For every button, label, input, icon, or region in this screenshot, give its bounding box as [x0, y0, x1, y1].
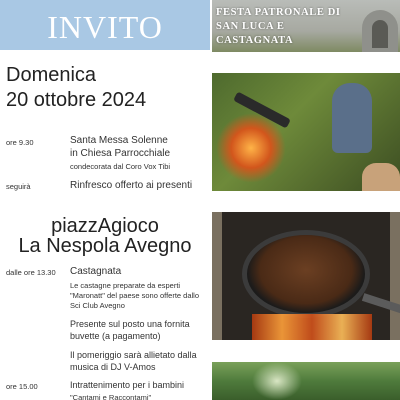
roasting-photo	[212, 73, 400, 191]
castagnata-desc-line-3: Sci Club Avegno	[70, 301, 125, 310]
buvette-line-1: Presente sul posto una fornita	[70, 319, 190, 329]
tree-light-shape	[252, 362, 302, 400]
castagnata-desc-line-2: "Maronatt" del paese sono offerte dallo	[70, 291, 200, 300]
kids-title: Intrattenimento per i bambini	[70, 380, 185, 390]
embers-shape	[252, 314, 372, 340]
festa-caption-line-1: FESTA PATRONALE DI	[216, 7, 341, 18]
mass-choir-note: condecorata dal Coro Vox Tibi	[70, 162, 171, 171]
chestnuts-photo	[212, 212, 400, 340]
festa-caption	[216, 6, 366, 48]
mass-time: ore 9.30	[6, 138, 34, 147]
mass-title-line-1: Santa Messa Solenne	[70, 135, 168, 146]
kids-subtitle: "Cantami e Raccontami"	[70, 393, 152, 400]
invito-banner	[0, 0, 210, 50]
music-line-2: musica di DJ V-Amos	[70, 362, 156, 372]
buvette-line-2: buvette (a pagamento)	[70, 331, 161, 341]
music-line-1: Il pomeriggio sarà allietato dalla	[70, 350, 197, 360]
church-photo	[212, 0, 400, 52]
date-full: 20 ottobre 2024	[6, 89, 147, 111]
mass-title-line-2: in Chiesa Parrocchiale	[70, 148, 171, 159]
location-name: piazzAgioco	[51, 215, 159, 237]
castagnata-desc-line-1: Le castagne preparate da esperti	[70, 281, 181, 290]
trees-photo	[212, 362, 400, 400]
castagnata-time: dalle ore 13.30	[6, 268, 56, 277]
fire-glow-shape	[216, 113, 286, 183]
refreshment-time: seguirà	[6, 182, 31, 191]
church-arch-shape	[362, 10, 398, 52]
refreshment-text: Rinfresco offerto ai presenti	[70, 180, 193, 191]
festa-caption-line-3: CASTAGNATA	[216, 35, 294, 46]
date-weekday: Domenica	[6, 64, 97, 86]
invito-title: INVITO	[47, 9, 163, 45]
kids-time: ore 15.00	[6, 382, 38, 391]
hand-shape	[362, 163, 400, 191]
festa-caption-line-2: SAN LUCA E	[216, 21, 285, 32]
location-subtitle: La Nespola Avegno	[18, 235, 192, 257]
chestnut-pan-shape	[242, 230, 370, 318]
person-shape	[332, 83, 372, 153]
castagnata-title: Castagnata	[70, 266, 122, 277]
